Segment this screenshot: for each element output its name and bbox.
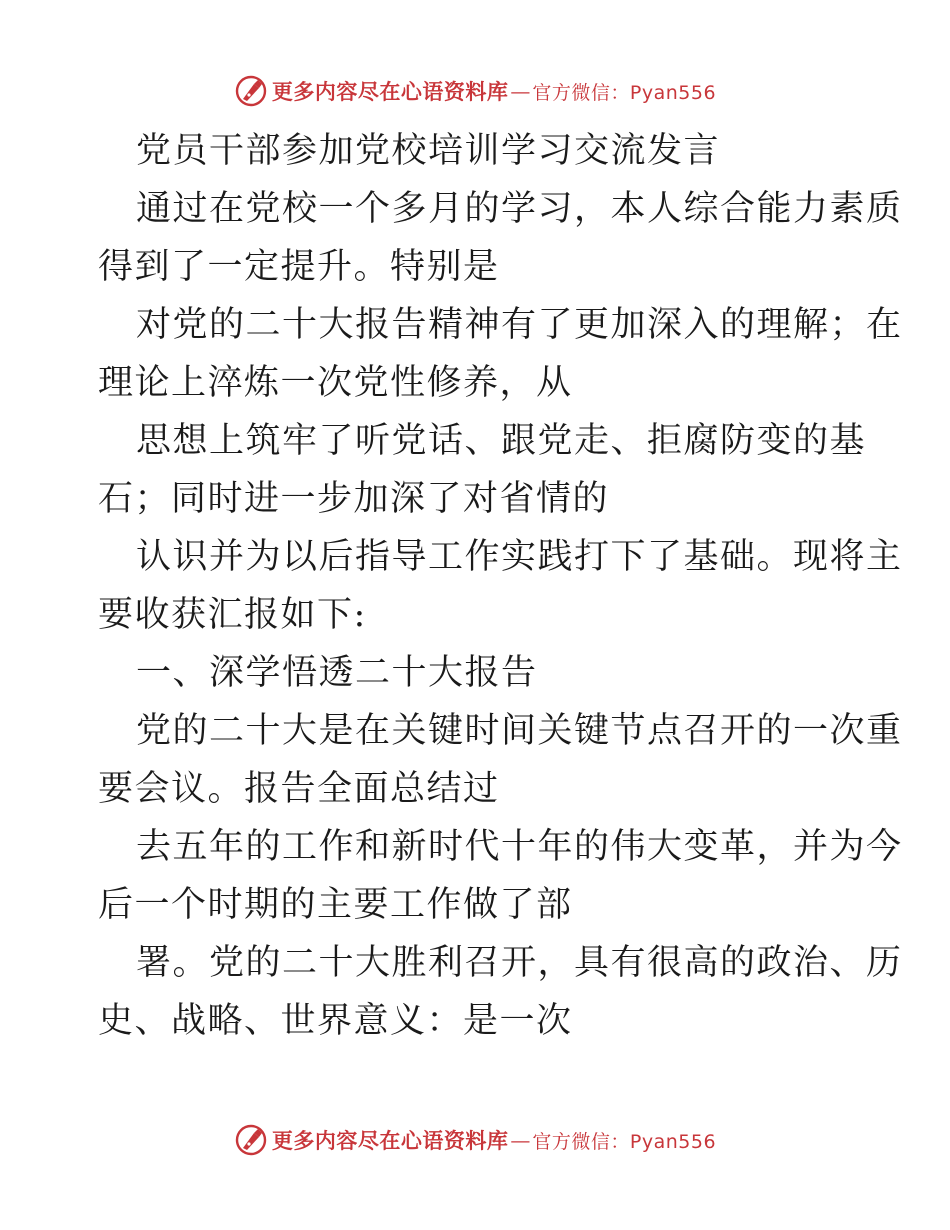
text-line: 要收获汇报如下: [98,595,367,635]
pen-nib-logo-icon [234,1123,268,1157]
header-watermark-banner [0,71,950,111]
text-line: 党的二十大是在关键时间关键节点召开的一次重 [136,711,903,751]
text-line: 去五年的工作和新时代十年的伟大变革，并为今 [136,827,903,867]
banner-brand-text: 更多内容尽在心语资料库 [271,1128,509,1153]
text-line: 石；同时进一步加深了对省情的 [98,479,610,519]
banner-brand-text: 更多内容尽在心语资料库 [271,79,509,104]
text-line: 通过在党校一个多月的学习，本人综合能力素质 [136,189,903,229]
banner-wechat-text: 官方微信：Pyan556 [532,1130,717,1153]
text-line: 史、战略、世界意义：是一次 [98,1001,573,1041]
banner-wechat-text: 官方微信：Pyan556 [532,81,717,104]
pen-nib-logo-icon [234,74,268,108]
banner-separator: — [510,79,531,103]
text-line: 思想上筑牢了听党话、跟党走、拒腐防变的基 [136,421,867,461]
text-line: 署。党的二十大胜利召开，具有很高的政治、历 [136,943,903,983]
section-heading: 一、深学悟透二十大报告 [136,653,538,693]
text-line: 认识并为以后指导工作实践打下了基础。现将主 [136,537,903,577]
footer-watermark-banner [0,1120,950,1160]
document-body [98,122,903,1050]
banner-separator: — [510,1128,531,1152]
text-line: 后一个时期的主要工作做了部 [98,885,573,925]
document-title: 党员干部参加党校培训学习交流发言 [136,131,721,171]
text-line: 要会议。报告全面总结过 [98,769,500,809]
text-line: 理论上淬炼一次党性修养，从 [98,363,573,403]
text-line: 得到了一定提升。特别是 [98,247,500,287]
text-line: 对党的二十大报告精神有了更加深入的理解；在 [136,305,903,345]
